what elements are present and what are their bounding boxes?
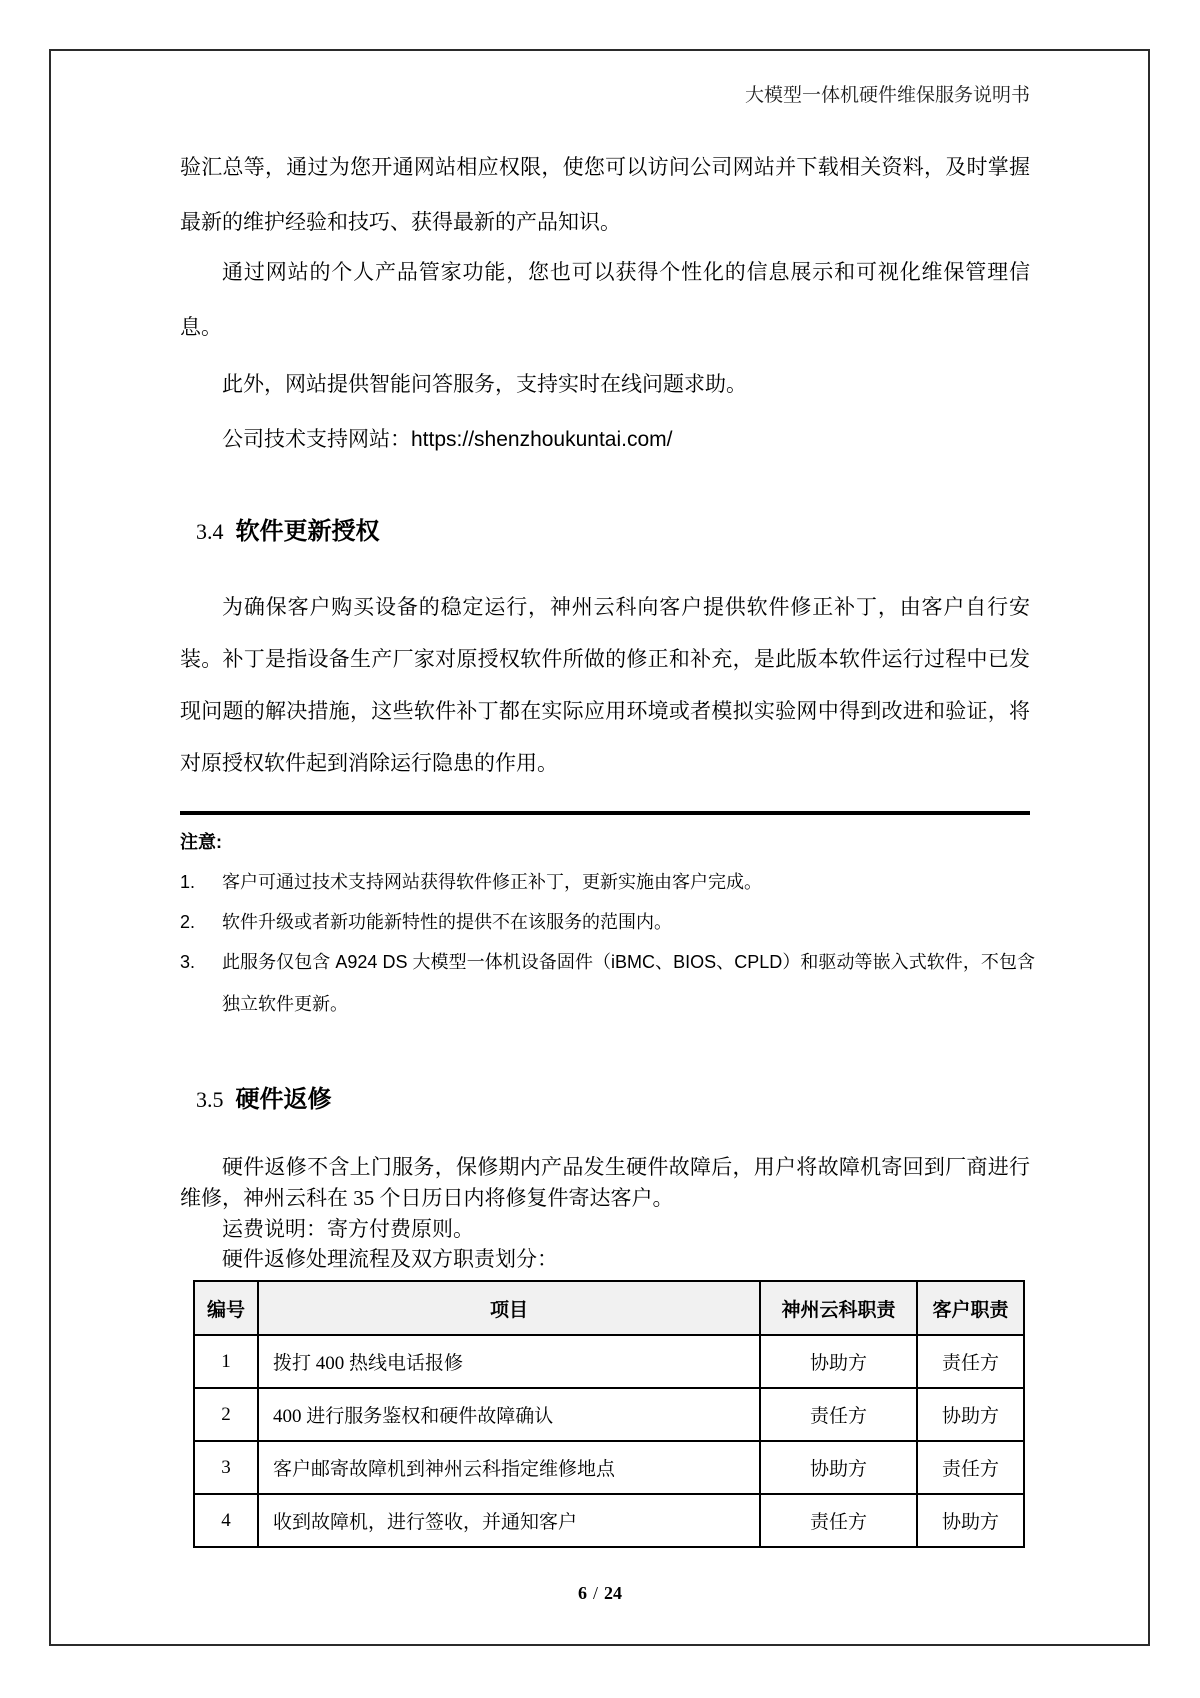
total-page-count: 24	[604, 1583, 622, 1603]
cell-customer-duty: 协助方	[917, 1494, 1024, 1547]
note-item-text: 客户可通过技术支持网站获得软件修正补丁，更新实施由客户完成。	[222, 872, 762, 892]
paragraph-software-update-body: 为确保客户购买设备的稳定运行，神州云科向客户提供软件修正补丁，由客户自行安装。补丁是指设备生产厂家对原授权软件所做的修正和补充，是此版本软件运行过程中已发现问题的解决措施，这些软件补丁都在实际应用环境或者模拟实验网中得到改进和验证，将对原授权软件起到消除运行隐患的作用。	[180, 596, 1030, 775]
table-row	[194, 1335, 1024, 1388]
note-item-3	[180, 941, 1035, 1025]
note-item-number: 1.	[180, 872, 196, 892]
paragraph-shipping-note: 运费说明：寄方付费原则。	[222, 1217, 474, 1241]
note-item-number: 3.	[180, 952, 196, 972]
paragraph-website-access: 验汇总等，通过为您开通网站相应权限，使您可以访问公司网站并下载相关资料，及时掌握最新的维护经验和技巧、获得最新的产品知识。	[180, 156, 1030, 234]
section-title: 软件更新授权	[235, 518, 380, 545]
cell-id: 4	[194, 1494, 258, 1547]
cell-vendor-duty: 责任方	[760, 1388, 917, 1441]
responsibility-table	[193, 1280, 1025, 1548]
page-number	[0, 1583, 1200, 1604]
section-heading-software-update	[196, 511, 380, 546]
table-row	[194, 1494, 1024, 1547]
paragraph-product-manager: 通过网站的个人产品管家功能，您也可以获得个性化的信息展示和可视化维保管理信息。	[180, 261, 1030, 339]
cell-customer-duty: 协助方	[917, 1388, 1024, 1441]
table-header-row	[194, 1281, 1024, 1335]
table-row	[194, 1441, 1024, 1494]
note-item-text: 软件升级或者新功能新特性的提供不在该服务的范围内。	[222, 912, 672, 932]
cell-item: 客户邮寄故障机到神州云科指定维修地点	[258, 1441, 760, 1494]
table-header-customer-duty: 客户职责	[917, 1281, 1024, 1335]
table-header-item: 项目	[258, 1281, 760, 1335]
cell-vendor-duty: 责任方	[760, 1494, 917, 1547]
note-divider-line	[180, 811, 1030, 815]
section-title: 硬件返修	[235, 1086, 332, 1113]
paragraph-qa-service: 此外，网站提供智能问答服务，支持实时在线问题求助。	[222, 373, 747, 396]
note-item-text: 此服务仅包含 A924 DS 大模型一体机设备固件（iBMC、BIOS、CPLD）和驱动等嵌入式软件，不包含独立软件更新。	[222, 952, 1035, 1014]
cell-id: 1	[194, 1335, 258, 1388]
table-header-id: 编号	[194, 1281, 258, 1335]
cell-customer-duty: 责任方	[917, 1335, 1024, 1388]
table-header-vendor-duty: 神州云科职责	[760, 1281, 917, 1335]
cell-id: 2	[194, 1388, 258, 1441]
cell-item: 拨打 400 热线电话报修	[258, 1335, 760, 1388]
paragraph-table-intro: 硬件返修处理流程及双方职责划分：	[222, 1247, 558, 1271]
section-number: 3.4	[196, 519, 224, 544]
note-item-number: 2.	[180, 912, 196, 932]
current-page-number: 6	[577, 1583, 587, 1603]
paragraph-support-website-url: 公司技术支持网站：https://shenzhoukuntai.com/	[222, 428, 673, 451]
paragraph-hardware-return-body: 硬件返修不含上门服务，保修期内产品发生硬件故障后，用户将故障机寄回到厂商进行维修，神州云科在 35 个日历日内将修复件寄达客户。	[180, 1155, 1030, 1210]
note-item-2	[180, 909, 1035, 935]
cell-vendor-duty: 协助方	[760, 1335, 917, 1388]
note-label: 注意:	[180, 832, 222, 852]
page-number-separator: /	[592, 1583, 598, 1603]
section-heading-hardware-return	[196, 1079, 332, 1114]
cell-item: 收到故障机，进行签收，并通知客户	[258, 1494, 760, 1547]
table-row	[194, 1388, 1024, 1441]
section-number: 3.5	[196, 1087, 224, 1112]
note-item-1	[180, 869, 1035, 895]
cell-customer-duty: 责任方	[917, 1441, 1024, 1494]
cell-id: 3	[194, 1441, 258, 1494]
document-header-title: 大模型一体机硬件维保服务说明书	[744, 85, 1030, 106]
cell-vendor-duty: 协助方	[760, 1441, 917, 1494]
cell-item: 400 进行服务鉴权和硬件故障确认	[258, 1388, 760, 1441]
